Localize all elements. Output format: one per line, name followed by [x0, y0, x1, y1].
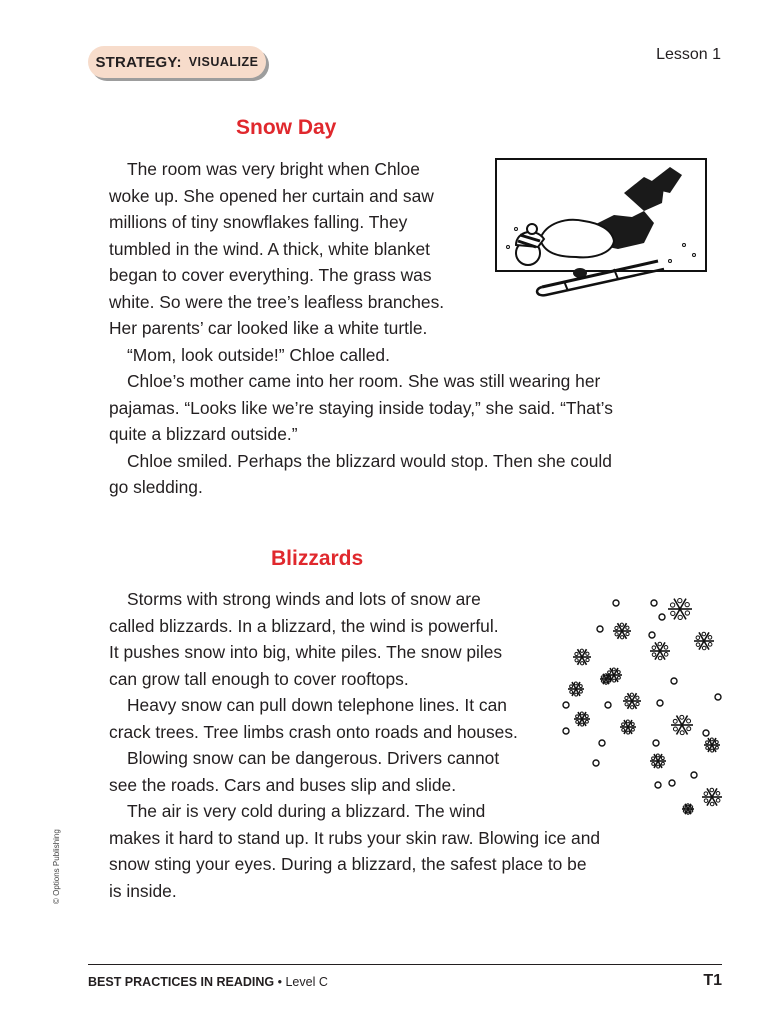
- text-line: Chloe smiled. Perhaps the blizzard would stop. Then she could: [127, 450, 612, 471]
- snowflake-icon: [682, 804, 694, 815]
- child-sledding-illustration: [494, 157, 708, 304]
- text-line: Blowing snow can be dangerous. Drivers cannot: [127, 748, 500, 768]
- snow-dot: [659, 614, 665, 620]
- snowflake-icon: [704, 738, 720, 752]
- snow-dot: [649, 632, 655, 638]
- snow-dot: [593, 760, 599, 766]
- text-line: white. So were the tree’s leafless branches.: [109, 291, 445, 312]
- snowflake-icon: [568, 682, 584, 696]
- strategy-badge: [88, 46, 266, 78]
- text-line: began to cover everything. The grass was: [109, 265, 432, 285]
- text-line: “Mom, look outside!” Chloe called.: [127, 344, 390, 365]
- strategy-label: STRATEGY:: [95, 53, 182, 71]
- snow-dot: [599, 740, 605, 746]
- text-line: makes it hard to stand up. It rubs your skin raw. Blowing ice and: [109, 827, 601, 848]
- snow-dot: [563, 728, 569, 734]
- footer-bullet: •: [274, 975, 286, 989]
- snowflake-icon: [650, 642, 670, 660]
- text-line: is inside.: [109, 880, 177, 901]
- snowflake-icon: [573, 649, 591, 665]
- paragraph: [109, 368, 669, 448]
- page-number: T1: [703, 972, 722, 989]
- strategy-value: VISUALIZE: [188, 55, 259, 69]
- snow-dot: [671, 678, 677, 684]
- article-title: Blizzards: [271, 547, 364, 570]
- snowflake-icon: [650, 754, 666, 768]
- text-line: woke up. She opened her curtain and saw: [109, 185, 434, 206]
- snowflake-icon: [574, 712, 590, 726]
- snowflake-icon: [623, 693, 641, 709]
- snow-dot: [703, 730, 709, 736]
- snow-dot: [669, 780, 675, 786]
- text-line: pajamas. “Looks like we’re staying inside today,” she said. “That’s: [109, 397, 613, 418]
- snow-dot: [605, 702, 611, 708]
- snow-dot: [715, 694, 721, 700]
- snowflake-icon: [702, 788, 722, 806]
- lesson-label: Lesson 1: [656, 46, 721, 63]
- footer-level: Level C: [285, 975, 328, 989]
- snow-dot: [655, 782, 661, 788]
- footer-series: [88, 975, 328, 989]
- snow-dot: [563, 702, 569, 708]
- footer-rule: [88, 964, 722, 965]
- snowflake-icon: [613, 623, 631, 639]
- text-line: quite a blizzard outside.”: [109, 424, 298, 444]
- snow-dot: [613, 600, 619, 606]
- text-line: The room was very bright when Chloe: [127, 159, 420, 179]
- text-line: snow sting your eyes. During a blizzard, the safest place to be: [109, 854, 587, 874]
- snow-dot: [657, 700, 663, 706]
- text-line: Her parents’ car looked like a white turtle.: [109, 318, 428, 338]
- snowflake-icon: [671, 715, 693, 734]
- text-line: see the roads. Cars and buses slip and slide.: [109, 774, 457, 795]
- snowflake-icon: [694, 632, 714, 650]
- text-line: It pushes snow into big, white piles. The snow piles: [109, 642, 503, 662]
- text-line: tumbled in the wind. A thick, white blanket: [109, 238, 430, 259]
- snow-dot: [691, 772, 697, 778]
- paragraph: [109, 448, 669, 501]
- text-line: crack trees. Tree limbs crash onto roads and houses.: [109, 721, 518, 742]
- text-line: The air is very cold during a blizzard. The wind: [127, 801, 486, 821]
- text-line: Storms with strong winds and lots of snow are: [127, 589, 481, 609]
- text-line: go sledding.: [109, 477, 203, 497]
- copyright-notice: © Options Publishing: [52, 829, 61, 904]
- story-title: Snow Day: [236, 116, 337, 139]
- snow-dot: [653, 740, 659, 746]
- snowflakes-illustration: [562, 585, 730, 817]
- text-line: Heavy snow can pull down telephone lines. It can: [127, 695, 507, 715]
- snow-dot: [597, 626, 603, 632]
- text-line: called blizzards. In a blizzard, the wind is powerful.: [109, 615, 499, 636]
- paragraph: [109, 342, 669, 369]
- snow-dot: [651, 600, 657, 606]
- text-line: Chloe’s mother came into her room. She was still wearing her: [127, 371, 601, 391]
- footer-series-name: BEST PRACTICES IN READING: [88, 975, 275, 989]
- text-line: can grow tall enough to cover rooftops.: [109, 668, 409, 689]
- text-line: millions of tiny snowflakes falling. They: [109, 212, 408, 232]
- snowflake-icon: [620, 720, 636, 734]
- snowflake-icon: [668, 598, 692, 619]
